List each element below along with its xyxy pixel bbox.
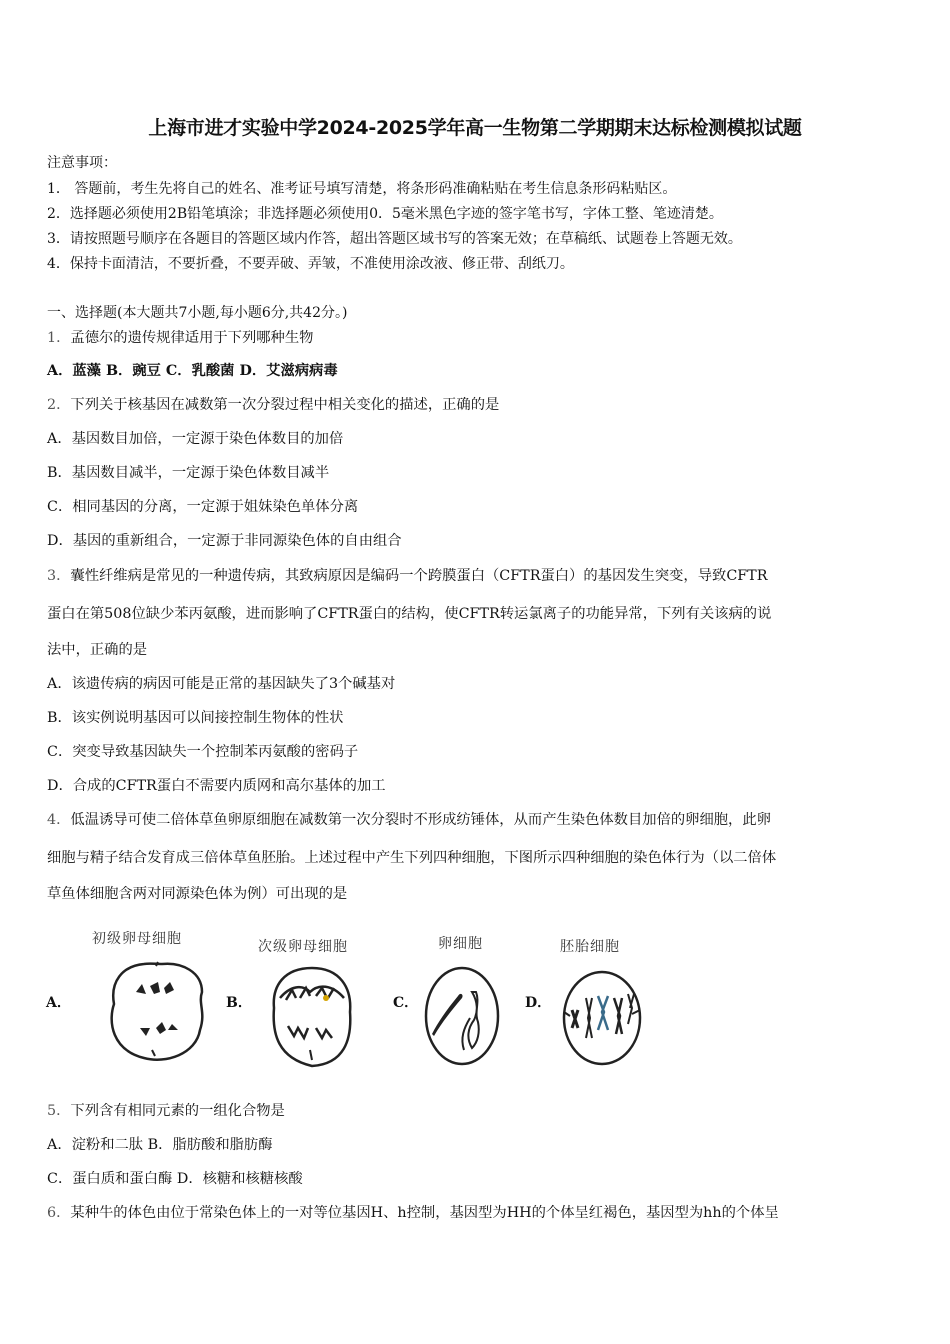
notice-item-1: 1． 答题前，考生先将自己的姓名、准考证号填写清楚，将条形码准确粘贴在考生信息条形码粘贴区。: [47, 181, 677, 197]
section-heading: 一、选择题(本大题共7小题,每小题6分,共42分。): [47, 305, 348, 321]
question-number: 3．: [47, 568, 71, 584]
question-text: 下列含有相同元素的一组化合物是: [70, 1103, 285, 1119]
question-3-option-c: C．突变导致基因缺失一个控制苯丙氨酸的密码子: [47, 744, 359, 760]
question-4-stem-line-2: 细胞与精子结合发育成三倍体草鱼胚胎。上述过程中产生下列四种细胞，下图所示四种细胞的染色体行为（以二倍体: [47, 850, 777, 866]
question-3-stem-line-3: 法中，正确的是: [47, 642, 148, 658]
question-1-options: A．蓝藻 B．豌豆 C．乳酸菌 D．艾滋病病毒: [47, 363, 338, 379]
question-text: 某种牛的体色由位于常染色体上的一对等位基因H、h控制，基因型为HH的个体呈红褐色，基因型为hh的个体呈: [70, 1205, 779, 1221]
figure-c-caption: 卵细胞: [438, 936, 483, 952]
notice-heading: 注意事项：: [47, 155, 117, 171]
question-text: 孟德尔的遗传规律适用于下列哪种生物: [70, 330, 314, 346]
primary-oocyte-cell-image: [104, 958, 210, 1066]
notice-item-4: 4．保持卡面清洁，不要折叠，不要弄破、弄皱，不准使用涂改液、修正带、刮纸刀。: [47, 256, 574, 272]
notice-item-3: 3．请按照题号顺序在各题目的答题区域内作答，超出答题区域书写的答案无效；在草稿纸、试题卷上答题无效。: [47, 231, 742, 247]
question-number: 2．: [47, 397, 71, 413]
embryo-cell-image: [560, 968, 644, 1068]
question-3-stem-line-2: 蛋白在第508位缺少苯丙氨酸，进而影响了CFTR蛋白的结构，使CFTR转运氯离子的功能异常，下列有关该病的说: [47, 606, 772, 622]
question-6-stem: [47, 1202, 779, 1222]
question-number: 5．: [47, 1103, 71, 1119]
question-2-option-b: B．基因数目减半，一定源于染色体数目减半: [47, 465, 330, 481]
question-3-option-d: D．合成的CFTR蛋白不需要内质网和高尔基体的加工: [47, 778, 386, 794]
question-5-stem: [47, 1100, 285, 1120]
question-4-stem-line-1: [47, 809, 771, 829]
figure-c-label: C．: [393, 995, 419, 1011]
question-3-option-a: A．该遗传病的病因可能是正常的基因缺失了3个碱基对: [47, 676, 396, 692]
page-title: 上海市进才实验中学2024-2025学年高一生物第二学期期末达标检测模拟试题: [148, 117, 802, 139]
question-number: 6．: [47, 1205, 71, 1221]
figure-a-label: A．: [46, 995, 71, 1011]
question-text: 囊性纤维病是常见的一种遗传病，其致病原因是编码一个跨膜蛋白（CFTR蛋白）的基因发生突变，导致CFTR: [70, 568, 768, 584]
figure-b-label: B．: [226, 995, 252, 1011]
question-2-stem: [47, 394, 499, 414]
question-text: 低温诱导可使二倍体草鱼卵原细胞在减数第一次分裂时不形成纺锤体，从而产生染色体数目加倍的卵细胞，此卵: [70, 812, 771, 828]
egg-cell-image: [420, 962, 504, 1070]
question-number: 1．: [47, 330, 71, 346]
question-3-option-b: B．该实例说明基因可以间接控制生物体的性状: [47, 710, 344, 726]
question-5-options-cd: C．蛋白质和蛋白酶 D．核糖和核糖核酸: [47, 1171, 303, 1187]
question-number: 4．: [47, 812, 71, 828]
figure-d-label: D．: [525, 995, 552, 1011]
question-2-option-d: D．基因的重新组合，一定源于非同源染色体的自由组合: [47, 533, 402, 549]
figure-b-caption: 次级卵母细胞: [258, 939, 348, 955]
question-2-option-a: A．基因数目加倍，一定源于染色体数目的加倍: [47, 431, 344, 447]
question-5-options-ab: A．淀粉和二肽 B．脂肪酸和脂肪酶: [47, 1137, 273, 1153]
question-3-stem-line-1: [47, 565, 768, 585]
figure-d-caption: 胚胎细胞: [560, 939, 620, 955]
figure-a-caption: 初级卵母细胞: [92, 931, 182, 947]
question-text: 下列关于核基因在减数第一次分裂过程中相关变化的描述，正确的是: [70, 397, 500, 413]
question-1-stem: [47, 327, 313, 347]
secondary-oocyte-cell-image: [266, 962, 358, 1072]
question-4-stem-line-3: 草鱼体细胞含两对同源染色体为例）可出现的是: [47, 886, 348, 902]
question-2-option-c: C．相同基因的分离，一定源于姐妹染色单体分离: [47, 499, 359, 515]
notice-item-2: 2．选择题必须使用2B铅笔填涂；非选择题必须使用0．5毫米黑色字迹的签字笔书写，字体工整、笔迹清楚。: [47, 206, 723, 222]
